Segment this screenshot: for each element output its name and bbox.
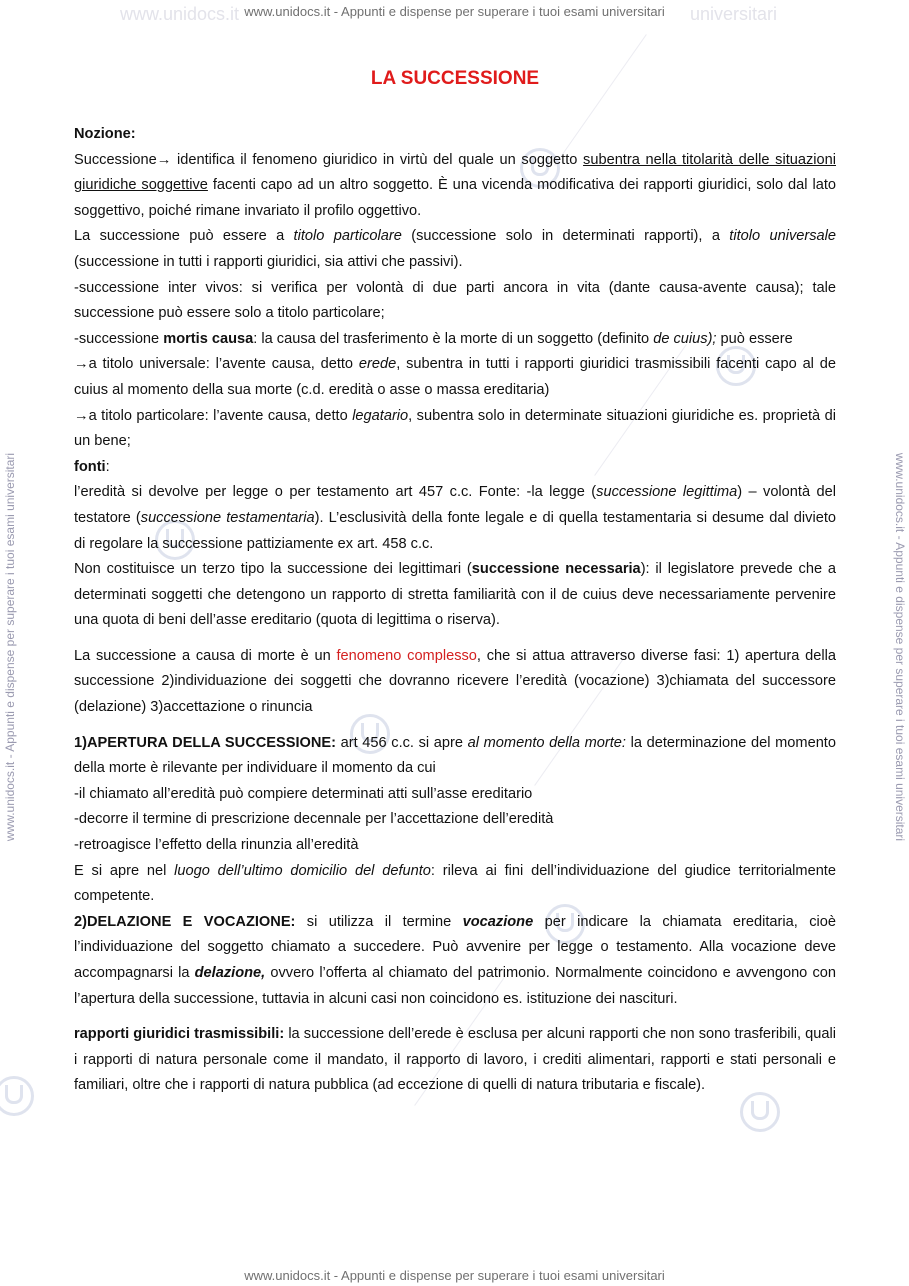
- paragraph: [74, 910, 836, 1012]
- text: (successione solo in determinati rapporti), a: [401, 228, 730, 245]
- watermark-header: www.unidocs.it - Appunti e dispense per superare i tuoi esami universitari: [244, 4, 665, 19]
- text: per indicare la chiamata ereditaria, cioè l’individuazione del soggetto chiamato a succedere. Può avvenire per legge o testamento. Alla vocazione deve accompagnarsi la: [74, 913, 836, 981]
- text: , che si attua attraverso diverse fasi: 1) apertura della successione 2)individuazione dei soggetti che dovranno ricevere l’eredità (vocazione) 3)chiamata del successore (delazione) 3)accettazione o rinuncia: [74, 647, 836, 716]
- bold-text: mortis causa: [163, 330, 254, 347]
- arrow-icon: →: [74, 407, 89, 424]
- paragraph: [74, 644, 836, 721]
- heading-text: 2)DELAZIONE E VOCAZIONE:: [74, 913, 296, 930]
- text: Non costituisce un terzo tipo la successione dei legittimari (: [74, 561, 472, 578]
- paragraph: [74, 480, 836, 557]
- text: : rileva ai fini dell’individuazione del giudice territorialmente competente.: [74, 862, 836, 905]
- text: ). L’esclusività della fonte legale e di quella testamentaria si desume dal divieto di regolare la successione pattiziamente ex art. 458 c.c.: [74, 509, 836, 552]
- paragraph: [74, 224, 836, 275]
- heading-text: Nozione:: [74, 126, 136, 142]
- bold-italic-text: vocazione: [462, 913, 534, 930]
- italic-text: luogo dell’ultimo domicilio del defunto: [174, 862, 431, 879]
- text: la successione dell’erede è esclusa per alcuni rapporti che non sono trasferibili, quali i rapporti di natura personale come il mandato, il rapporto di lavoro, i crediti alimentari, rapporti e stati personali e familiari, oltre che i rapporti di natura pubblica (ad eccezione di quelli di natura tributaria e fiscale).: [74, 1026, 836, 1094]
- italic-text: erede: [358, 356, 397, 373]
- list-item: -retroagisce l’effetto della rinunzia all’eredità: [74, 837, 359, 854]
- text: (successione in tutti i rapporti giuridici, sia attivi che passivi).: [74, 253, 463, 270]
- text: può essere: [716, 330, 793, 347]
- text: La successione può essere a: [74, 228, 294, 245]
- text: ) – volontà del testatore (: [74, 484, 836, 526]
- italic-text: titolo universale: [729, 228, 836, 245]
- text: , subentra solo in determinate situazioni giuridiche es. proprietà di un bene;: [74, 407, 836, 450]
- bold-italic-text: delazione,: [194, 965, 266, 981]
- italic-text: successione legittima: [596, 484, 738, 501]
- paragraph: [74, 352, 836, 403]
- paragraph: [74, 731, 836, 782]
- watermark-side-left: www.unidocs.it - Appunti e dispense per superare i tuoi esami universitari: [3, 452, 17, 842]
- watermark-logo-icon: [0, 1076, 34, 1116]
- paragraph: [74, 557, 836, 634]
- paragraph: -successione inter vivos: si verifica per volontà di due parti ancora in vita (dante causa-avente causa); tale successione può essere solo a titolo particolare;: [74, 279, 836, 322]
- text: -successione: [74, 330, 164, 347]
- heading-text: 1)APERTURA DELLA SUCCESSIONE:: [74, 734, 336, 751]
- watermark-side-right: www.unidocs.it - Appunti e dispense per superare i tuoi esami universitari: [893, 452, 907, 842]
- text: ovvero l’offerta al chiamato del patrimonio. Normalmente coincidono e avvengono con l’apertura della successione, tuttavia in alcuni casi non coincidono es. istituzione dei nascituri.: [74, 965, 836, 1007]
- text: si utilizza il termine: [295, 913, 463, 930]
- italic-text: titolo particolare: [293, 228, 402, 245]
- text: , subentra in tutti i rapporti giuridici trasmissibili facenti capo al de cuius al momento della sua morte (c.d. eredità o asse o massa ereditaria): [74, 356, 836, 398]
- text: E si apre nel: [74, 862, 175, 879]
- text: la determinazione del momento della morte è rilevante per individuare il momento da cui: [74, 734, 836, 777]
- paragraph: [74, 1022, 836, 1099]
- text: ): il legislatore prevede che a determinati soggetti che detengono un rapporto di stretta familiarità con il de cuius deve necessariamente pervenire una quota di beni dell’asse ereditario (quota di legittima o riserva).: [74, 561, 837, 629]
- paragraph: [74, 859, 836, 910]
- list-item: -il chiamato all’eredità può compiere determinati atti sull’asse ereditario: [74, 785, 533, 802]
- italic-text: successione testamentaria: [140, 509, 315, 526]
- heading-text: fonti: [74, 458, 106, 475]
- italic-text: legatario: [352, 407, 409, 424]
- heading-text: rapporti giuridici trasmissibili:: [74, 1026, 285, 1043]
- text: facenti capo ad un altro soggetto. È una vicenda modificativa dei rapporti giuridici, solo dal lato soggettivo, poiché rimane invariato il profilo oggettivo.: [74, 177, 836, 219]
- watermark-ghost-top-right: universitari: [690, 4, 778, 24]
- text: art 456 c.c. si apre: [335, 734, 468, 751]
- bold-text: successione necessaria: [471, 561, 641, 578]
- text: identifica il fenomeno giuridico in virtù del quale un soggetto: [171, 151, 584, 168]
- paragraph: [74, 327, 836, 353]
- text: : la causa del trasferimento è la morte di un soggetto (definito: [253, 330, 654, 347]
- text: Successione: [74, 151, 157, 168]
- text: a titolo particolare: l’avente causa, detto: [88, 407, 353, 424]
- paragraph: [74, 404, 836, 455]
- italic-text: de cuius);: [653, 330, 717, 347]
- section-heading-nozione: [74, 122, 836, 148]
- document-body: [74, 60, 836, 1099]
- arrow-icon: →: [74, 356, 89, 373]
- text: :: [105, 458, 110, 475]
- arrow-icon: →: [156, 151, 172, 168]
- italic-text: al momento della morte:: [467, 734, 626, 751]
- underlined-text: subentra nella titolarità delle situazioni giuridiche soggettive: [74, 151, 836, 194]
- highlighted-text: fenomeno complesso: [336, 647, 477, 664]
- page-title: LA SUCCESSIONE: [370, 68, 540, 89]
- text: a titolo universale: l’avente causa, detto: [88, 356, 359, 373]
- text: l’eredità si devolve per legge o per testamento art 457 c.c. Fonte: -la legge (: [74, 484, 597, 501]
- text: La successione a causa di morte è un: [74, 647, 337, 664]
- watermark-ghost-top: www.unidocs.it: [120, 4, 240, 24]
- section-heading-fonti: [74, 455, 836, 481]
- paragraph: [74, 148, 836, 225]
- list-item: -decorre il termine di prescrizione decennale per l’accettazione dell’eredità: [74, 811, 554, 828]
- watermark-footer: www.unidocs.it - Appunti e dispense per superare i tuoi esami universitari: [244, 1268, 665, 1283]
